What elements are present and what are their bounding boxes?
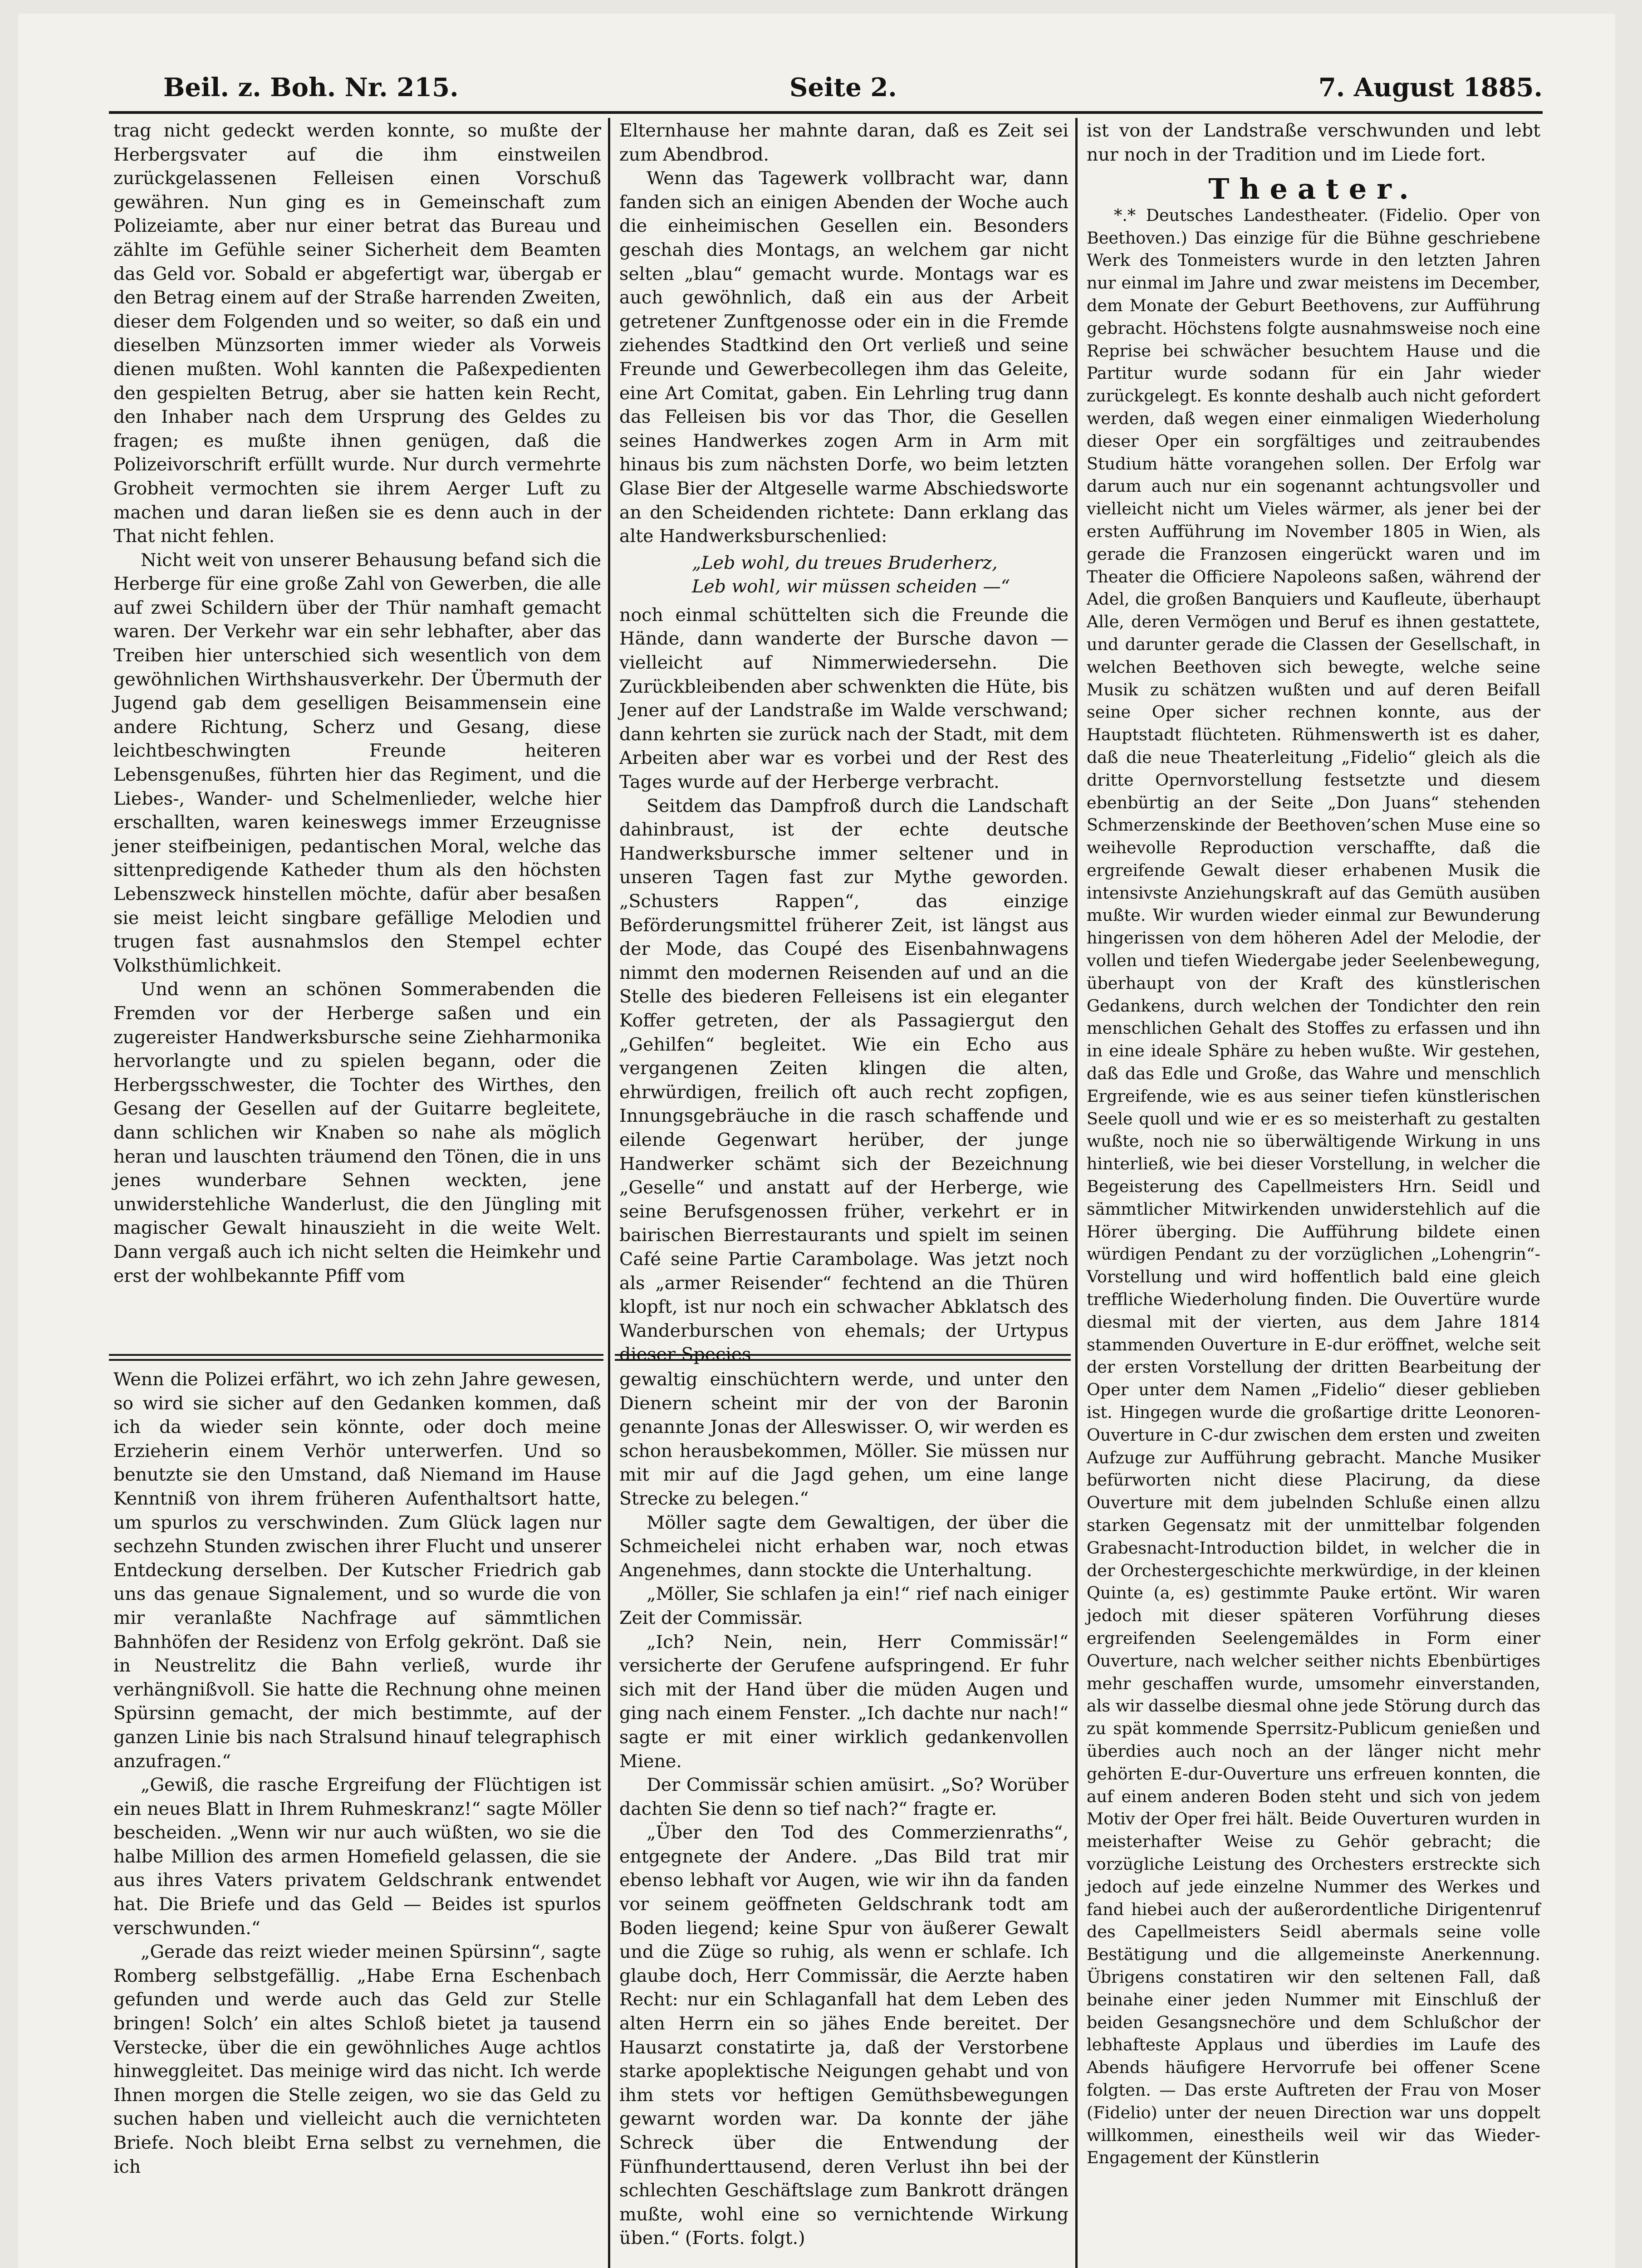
paragraph: gewaltig einschüchtern werde, und unter den Dienern scheint mir der von der Baronin genannte Jonas der Alleswisser. O, wir werden es schon herausbekommen, Möller. Sie müssen nur mit mir auf die Jagd gehen, um eine lange Strecke zu belegen.“ [619,1369,1069,1509]
paragraph: Möller sagte dem Gewaltigen, der über die Schmeichelei nicht erhaben war, noch etwas Angenehmes, dann stockte die Unterhaltung. [619,1512,1069,1581]
paragraph: Seitdem das Dampfroß durch die Landschaft dahinbraust, ist der echte deutsche Handwerksbursche immer seltener und in unseren Tagen fast zur Mythe geworden. „Schusters Rappen“, das einzige Beförderungsmittel früherer Zeit, ist längst aus der Mode, das Coupé des Eisenbahnwagens nimmt den modernen Reisenden auf und an die Stelle des biederen Felleisens ist ein eleganter Koffer getreten, der als Passagiergut den „Gehilfen“ begleitet. Wie ein Echo aus vergangenen Zeiten klingen die alten, ehrwürdigen, freilich oft auch recht zopfigen, Innungsgebräuche in die rasch schaffende und eilende Gegenwart herüber, der junge Handwerker schämt sich der Bezeichnung „Geselle“ und anstatt auf der Herberge, wie seine Berufsgenossen früher, verkehrt er in bairischen Bierrestaurants und spielt im seinen Café seine Partie Carambolage. Was jetzt noch als „armer Reisender“ fechtend an die Thüren klopft, ist nur noch ein schwacher Abklatsch des Wanderburschen von ehemals; der Urtypus dieser Species [619,795,1069,1365]
paragraph: „Gewiß, die rasche Ergreifung der Flüchtigen ist ein neues Blatt in Ihrem Ruhmeskranz!“ sagte Möller bescheiden. „Wenn wir nur auch wüßten, wo sie die halbe Million des armen Homefield gelassen, die sie aus ihres Vaters privatem Geldschrank entwendet hat. Die Briefe und das Geld — Beides ist spurlos verschwunden.“ [113,1774,601,1939]
theater-section-title: Theater. [1208,172,1419,206]
header-supplement-number: Beil. z. Boh. Nr. 215. [163,73,459,103]
paragraph: „Über den Tod des Commerzienraths“, entgegnete der Andere. „Das Bild trat mir ebenso lebhaft vor Augen, wie wir ihn da fanden vor seinem geöffneten Geldschrank todt am Boden liegend; keine Spur von äußerer Gewalt und die Züge so ruhig, als wenn er schlafe. Ich glaube doch, Herr Commissär, die Aerzte haben Recht: nur ein Schlaganfall hat dem Leben des alten Herrn ein so jähes Ende bereitet. Der Hausarzt constatirte ja, daß der Verstorbene starke apoplektische Neigungen gehabt und von ihm stets vor heftigen Gemüthsbewegungen gewarnt worden war. Da konnte der jähe Schreck über die Entwendung der Fünfhunderttausend, deren Verlust ihn bei der schlechten Geschäftslage zum Bankrott drängen mußte, wohl eine so vernichtende Wirkung üben.“ (Forts. folgt.) [619,1822,1069,2249]
header-page-number: Seite 2. [789,73,897,103]
paragraph: „Ich? Nein, nein, Herr Commissär!“ versicherte der Gerufene aufspringend. Er fuhr sich mit der Hand über die müden Augen und ging nach einem Fenster. „Ich dachte nur nach!“ sagte er mit einer wirklich gedankenvollen Miene. [619,1631,1069,1772]
paragraph: Der Commissär schien amüsirt. „So? Worüber dachten Sie denn so tief nach?“ fragte er. [619,1774,1069,1819]
paragraph: „Möller, Sie schlafen ja ein!“ rief nach einiger Zeit der Commissär. [619,1584,1069,1628]
feuilleton-column-middle [619,119,1069,1365]
paragraph: „Gerade das reizt wieder meinen Spürsinn“, sagte Romberg selbstgefällig. „Habe Erna Eschenbach gefunden und werde auch das Geld zur Stelle bringen! Solch’ ein altes Schloß bietet ja tausend Verstecke, über die ein gewöhnliches Auge achtlos hinweggleitet. Das meinige wird das nicht. Ich werde Ihnen morgen die Stelle zeigen, wo sie das Geld zu suchen haben und vielleicht auch die vernichteten Briefe. Noch bleibt Erna selbst zu vernehmen, die ich [113,1941,601,2177]
right-column [1087,119,1540,2268]
verse-line: „Leb wohl, du treues Bruderherz, [692,552,998,573]
paragraph: Wenn die Polizei erfährt, wo ich zehn Jahre gewesen, so wird sie sicher auf den Gedanken kommen, daß ich da wieder sein könnte, oder doch meine Erzieherin einem Verhör unterwerfen. Und so benutzte sie den Umstand, daß Niemand im Hause Kenntniß von ihrem früheren Aufenthaltsort hatte, um spurlos zu verschwinden. Zum Glück lagen nur sechzehn Stunden zwischen ihrer Flucht und unserer Entdeckung derselben. Der Kutscher Friedrich gab uns das genaue Signalement, und so wurde die von mir veranlaßte Nachfrage auf sämmtlichen Bahnhöfen der Residenz von Erfolg gekrönt. Daß sie in Neustrelitz die Bahn verließ, wurde ihr verhängnißvoll. Sie hatte die Rechnung ohne meinen Spürsinn gemacht, der mich bestimmte, auf der ganzen Linie bis nach Stralsund hinauf telegraphisch anzufragen.“ [113,1369,601,1772]
paragraph: ist von der Landstraße verschwunden und lebt nur noch in der Tradition und im Liede fort. [1087,120,1540,165]
verse-line: Leb wohl, wir müssen scheiden —“ [692,576,1010,597]
feuilleton-separator-left [109,1354,603,1356]
paragraph: Nicht weit von unserer Behausung befand sich die Herberge für eine große Zahl von Gewerben, die alle auf zwei Schildern über der Thür namhaft gemacht waren. Der Verkehr war ein sehr lebhafter, aber das Treiben hier unterschied sich wesentlich von dem gewöhnlichen Wirthshausverkehr. Der Übermuth der Jugend gab dem geselligen Beisammensein eine andere Richtung, Scherz und Gesang, diese leichtbeschwingten Freunde heiteren Lebensgenußes, führten hier das Regiment, und die Liebes-, Wander- und Schelmenlieder, welche hier erschallten, waren keineswegs immer Erzeugnisse jener steifbeinigen, pedantischen Moral, welche das sittenpredigende Katheder thum als den höchsten Lebenszweck hinstellen möchte, dafür aber besaßen sie meist leicht singbare gefällige Melodien und trugen fast ausnahmslos den Stempel echter Volksthümlichkeit. [113,549,601,976]
column-divider-right [1075,118,1078,2268]
paragraph: *.* Deutsches Landestheater. (Fidelio. Oper von Beethoven.) Das einzige für die Bühne geschriebene Werk des Tonmeisters wurde in den letzten Jahren nur einmal im Jahre und zwar meistens im December, dem Monate der Geburt Beethovens, zur Aufführung gebracht. Höchstens folgte ausnahmsweise noch eine Reprise bei schwächer besuchtem Hause und die Partitur wurde sodann für ein Jahr wieder zurückgelegt. Es konnte deshalb auch nicht gefordert werden, daß wegen einer einmaligen Wiederholung dieser Oper ein sorgfältiges und zeitraubendes Studium hätte vorangehen sollen. Der Erfolg war darum auch nur ein sogenannt achtungsvoller und vielleicht nicht um Vieles wärmer, als jener bei der ersten Aufführung im November 1805 in Wien, als gerade die Franzosen eingerückt waren und im Theater die Officiere Napoleons saßen, während der Adel, die großen Banquiers und Kaufleute, überhaupt Alle, deren Vermögen und Beruf es ihnen gestattete, und darunter gerade die Classen der Gesellschaft, in welchen Beethoven sich bewegte, welche seine Musik zu schätzen wußten und auf deren Beifall seine Oper sicher rechnen konnte, aus der Hauptstadt flüchteten. Rühmenswerth ist es daher, daß die neue Theaterleitung „Fidelio“ gleich als die dritte Opernvorstellung festsetzte und diesem ebenbürtig an der Seite „Don Juans“ stehenden Schmerzenskinde der Beethoven’schen Muse eine so weihevolle Reproduction verschaffte, daß die ergreifende Gewalt dieser erhabenen Musik die intensivste Anziehungskraft auf das Gemüth ausüben mußte. Wir wurden wieder einmal zur Bewunderung hingerissen von dem höheren Adel der Melodie, der vollen und tiefen Wiedergabe jeder Seelenbewegung, überhaupt von der Kraft des künstlerischen Gedankens, durch welchen der Tondichter den rein menschlichen Gehalt des Stoffes zu erfassen und ihn in eine ideale Sphäre zu heben wußte. Wir gestehen, daß das Edle und Große, das Wahre und menschlich Ergreifende, wie es aus seiner tiefen künstlerischen Seele quoll und wie er es so meisterhaft zu gestalten wußte, noch nie so überwältigende Wirkung in uns hinterließ, wie bei dieser Vorstellung, in welcher die Begeisterung des Capellmeisters Hrn. Seidl und sämmtlicher Mitwirkenden unwiderstehlich auf die Hörer überging. Die Aufführung bildete einen würdigen Pendant zu der vorzüglichen „Lohengrin“-Vorstellung und wird hoffentlich bald eine gleich treffliche Wiederholung finden. Die Ouvertüre wurde diesmal mit der vierten, aus dem Jahre 1814 stammenden Ouverture in E-dur eröffnet, welche seit der ersten Vorstellung der dritten Bearbeitung der Oper unter dem Namen „Fidelio“ dieser geblieben ist. Hingegen wurde die großartige dritte Leonoren-Ouverture in C-dur zwischen dem ersten und zweiten Aufzuge zur Aufführung gebracht. Manche Musiker befürworten nicht diese Placirung, da diese Ouverture mit dem jubelnden Schluße einen allzu starken Gegensatz mit der unmittelbar folgenden Grabesnacht-Introduction bildet, in welcher die in der Orchestergeschichte merkwürdige, in der kleinen Quinte (a, es) gestimmte Pauke ertönt. Wir waren jedoch mit dieser späteren Vorführung dieses ergreifenden Seelengemäldes in Form einer Ouverture, nach welcher seither nichts Ebenbürtiges mehr geschaffen wurde, umsomehr einverstanden, als wir dasselbe diesmal ohne jede Störung durch das zu spät kommende Sperrsitz-Publicum genießen und überdies auch noch an der länger nicht mehr gehörten E-dur-Ouverture uns erfreuen konnten, die auf einem anderen Boden steht und sich von jedem Motiv der Oper frei hält. Beide Ouverturen wurden in meisterhafter Weise zu Gehör gebracht; die vorzügliche Leistung des Orchesters erstreckte sich jedoch auf jede einzelne Nummer des Werkes und fand hiebei auch der außerordentliche Dirigentenruf des Capellmeisters Seidl abermals seine volle Bestätigung und die allgemeinste Anerkennung. Übrigens constatiren wir den seltenen Fall, daß beinahe einer jeden Nummer mit Einschluß der beiden Gesangsnechöre und dem Schlußchor der lebhafteste Applaus und überdies im Laufe des Abends häufigere Hervorrufe bei offener Scene folgten. — Das erste Auftreten der Frau von Moser (Fidelio) unter der neuen Direction war uns doppelt willkommen, einestheils weil wir das Wieder-Engagement der Künstlerin [1087,205,1540,2168]
header-rule [109,111,1543,114]
feuilleton-separator-left-2 [109,1359,603,1361]
theater-review [1087,204,1540,2169]
novel-column-middle [619,1368,1069,2268]
header-date: 7. August 1885. [1318,73,1543,103]
paragraph: Wenn das Tagewerk vollbracht war, dann fanden sich an einigen Abenden der Woche auch die einheimischen Gesellen ein. Besonders geschah dies Montags, an welchem gar nicht selten „blau“ gemacht wurde. Montags war es auch gewöhnlich, daß ein aus der Arbeit getretener Zunftgenosse oder ein in die Fremde ziehendes Stadtkind den Ort verließ und seine Freunde und Gewerbecollegen ihm das Geleite, eine Art Comitat, gaben. Ein Lehrling trug dann das Felleisen bis vor das Thor, die Gesellen seines Handwerkes zogen Arm in Arm mit hinaus bis zum nächsten Dorfe, wo beim letzten Glase Bier der Altgeselle warme Abschiedsworte an den Scheidenden richtete: Dann erklang das alte Handwerksburschenlied: [619,168,1069,547]
page-header [109,68,1543,109]
paragraph: trag nicht gedeckt werden konnte, so mußte der Herbergsvater auf die ihm einstweilen zurückgelassenen Felleisen einen Vorschuß gewähren. Nun ging es in Gemeinschaft zum Polizeiamte, aber nur einer betrat das Bureau und zählte im Gefühle seiner Sicherheit dem Beamten das Geld vor. Sobald er abgefertigt war, übergab er den Betrag einem auf der Straße harrenden Zweiten, dieser dem Folgenden und so weiter, so daß ein und dieselben Münzsorten immer wieder als Vorweis dienen mußten. Wohl kannten die Paßexpedienten den gespielten Betrug, aber sie hatten kein Recht, den Inhaber nach dem Ursprung des Geldes zu fragen; es mußte ihnen genügen, daß die Polizeivorschrift erfüllt wurde. Nur durch vermehrte Grobheit vermochten sie ihrem Aerger Luft zu machen und daran ließen sie es denn auch in der That nicht fehlen. [113,120,601,547]
newspaper-page [18,14,1615,2268]
paragraph: noch einmal schüttelten sich die Freunde die Hände, dann wanderte der Bursche davon — vielleicht auf Nimmerwiedersehn. Die Zurückbleibenden aber schwenkten die Hüte, bis Jener auf der Landstraße im Walde verschwand; dann kehrten sie zurück nach der Stadt, mit dem Arbeiten aber war es vorbei und der Rest des Tages wurde auf der Herberge verbracht. [619,604,1069,793]
column-divider-left [608,118,610,2268]
paragraph: Elternhause her mahnte daran, daß es Zeit sei zum Abendbrod. [619,120,1069,165]
novel-column-left [113,1368,601,2268]
feuilleton-column-left [113,119,601,1348]
song-verse [619,551,1069,599]
paragraph: Und wenn an schönen Sommerabenden die Fremden vor der Herberge saßen und ein zugereister Handwerksbursche seine Ziehharmonika hervorlangte und zu spielen begann, oder die Herbergsschwester, die Tochter des Wirthes, den Gesang der Gesellen auf der Guitarre begleitete, dann schlichen wir Knaben so nahe als möglich heran und lauschten träumend den Tönen, die in uns jenes wunderbare Sehnen weckten, jene unwiderstehliche Wanderlust, die den Jüngling mit magischer Gewalt hinauszieht in die weite Welt. Dann vergaß auch ich nicht selten die Heimkehr und erst der wohlbekannte Pfiff vom [113,979,601,1286]
